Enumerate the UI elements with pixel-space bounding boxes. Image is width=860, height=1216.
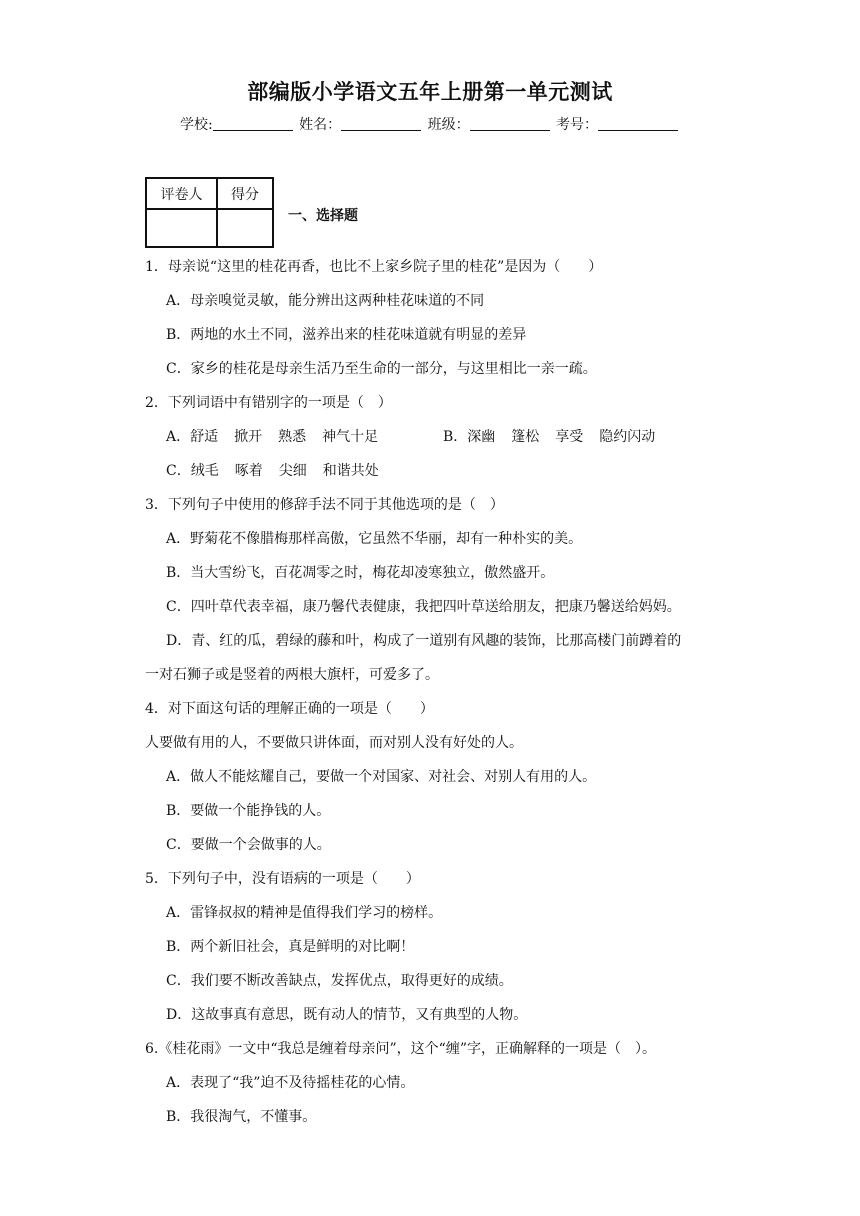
score-header: 得分 [217,178,273,209]
question-5-stem: 5．下列句子中，没有语病的一项是（ ） [145,871,420,887]
question-6-option-a: A．表现了“我”迫不及待摇桂花的心情。 [166,1075,415,1091]
question-1-option-b: B．两地的水土不同，滋养出来的桂花味道就有明显的差异 [166,327,527,343]
question-4-option-c: C．要做一个会做事的人。 [166,837,331,853]
question-3-option-a: A．野菊花不像腊梅那样高傲，它虽然不华丽，却有一种朴实的美。 [166,531,583,547]
class-blank [470,116,550,131]
question-5-option-b: B．两个新旧社会，真是鲜明的对比啊！ [166,939,415,955]
section-title: 一、选择题 [288,208,358,224]
question-3-option-d: D．青、红的瓜，碧绿的藤和叶，构成了一道别有风趣的装饰，比那高楼门前蹲着的 [166,633,682,649]
question-3-stem: 3．下列句子中使用的修辞手法不同于其他选项的是（ ） [145,497,504,513]
score-cell [217,209,273,247]
question-1-stem: 1．母亲说“这里的桂花再香，也比不上家乡院子里的桂花”是因为（ ） [145,259,603,275]
question-5-option-a: A．雷锋叔叔的精神是值得我们学习的榜样。 [166,905,443,921]
question-4-option-a: A．做人不能炫耀自己，要做一个对国家、对社会、对别人有用的人。 [166,769,597,785]
question-2-option-c-word: 尖细 [278,463,307,479]
question-5-option-d: D．这故事真有意思，既有动人的情节，又有典型的人物。 [166,1007,528,1023]
question-4-option-b: B．要做一个能挣钱的人。 [166,803,331,819]
school-label: 学校: [179,117,213,133]
question-2-option-a-word: A．舒适 [166,429,219,445]
question-4-quote: 人要做有用的人，不要做只讲体面，而对别人没有好处的人。 [145,735,523,751]
question-2-option-c-word: 和谐共处 [322,463,379,479]
question-3-option-d-continuation: 一对石狮子或是竖着的两根大旗杆，可爱多了。 [145,667,439,683]
class-label: 班级： [427,117,470,133]
question-3-option-c: C．四叶草代表幸福，康乃馨代表健康，我把四叶草送给朋友，把康乃馨送给妈妈。 [166,599,681,615]
exam-number-blank [598,116,678,131]
school-blank [213,116,293,131]
grading-table [145,177,274,248]
question-6-option-b: B．我很淘气，不懂事。 [166,1109,317,1125]
question-2-option-c-word: 啄着 [234,463,263,479]
question-2-option-b-word: B．深幽 [443,429,496,445]
question-4-stem: 4．对下面这句话的理解正确的一项是（ ） [145,701,434,717]
question-2-option-b-word: 享受 [555,429,584,445]
question-2-option-b [443,428,671,446]
question-1-option-c: C．家乡的桂花是母亲生活乃至生命的一部分，与这里相比一亲一疏。 [166,361,597,377]
name-blank [341,116,421,131]
question-2-option-a [166,428,394,446]
question-5-option-c: C．我们要不断改善缺点，发挥优点，取得更好的成绩。 [166,973,513,989]
question-2-option-a-word: 熟悉 [278,429,307,445]
name-label: 姓名： [299,117,342,133]
question-2-option-b-word: 篷松 [511,429,540,445]
question-2-stem: 2．下列词语中有错别字的一项是（ ） [145,395,392,411]
question-2-option-c-word: C．绒毛 [166,463,219,479]
grader-cell [146,209,217,247]
question-2-option-a-word: 神气十足 [322,429,379,445]
question-3-option-b: B．当大雪纷飞，百花凋零之时，梅花却凌寒独立，傲然盛开。 [166,565,555,581]
question-2-option-c [166,462,395,480]
question-2-option-b-word: 隐约闪动 [599,429,656,445]
question-6-stem: 6.《桂花雨》一文中“我总是缠着母亲问”，这个“缠”字，正确解释的一项是（ ）。 [145,1041,656,1057]
grader-header: 评卷人 [146,178,217,209]
exam-number-label: 考号： [556,117,599,133]
student-info-line [0,114,860,134]
question-2-option-a-word: 掀开 [234,429,263,445]
question-1-option-a: A．母亲嗅觉灵敏，能分辨出这两种桂花味道的不同 [166,293,485,309]
page-title: 部编版小学语文五年上册第一单元测试 [247,79,613,104]
